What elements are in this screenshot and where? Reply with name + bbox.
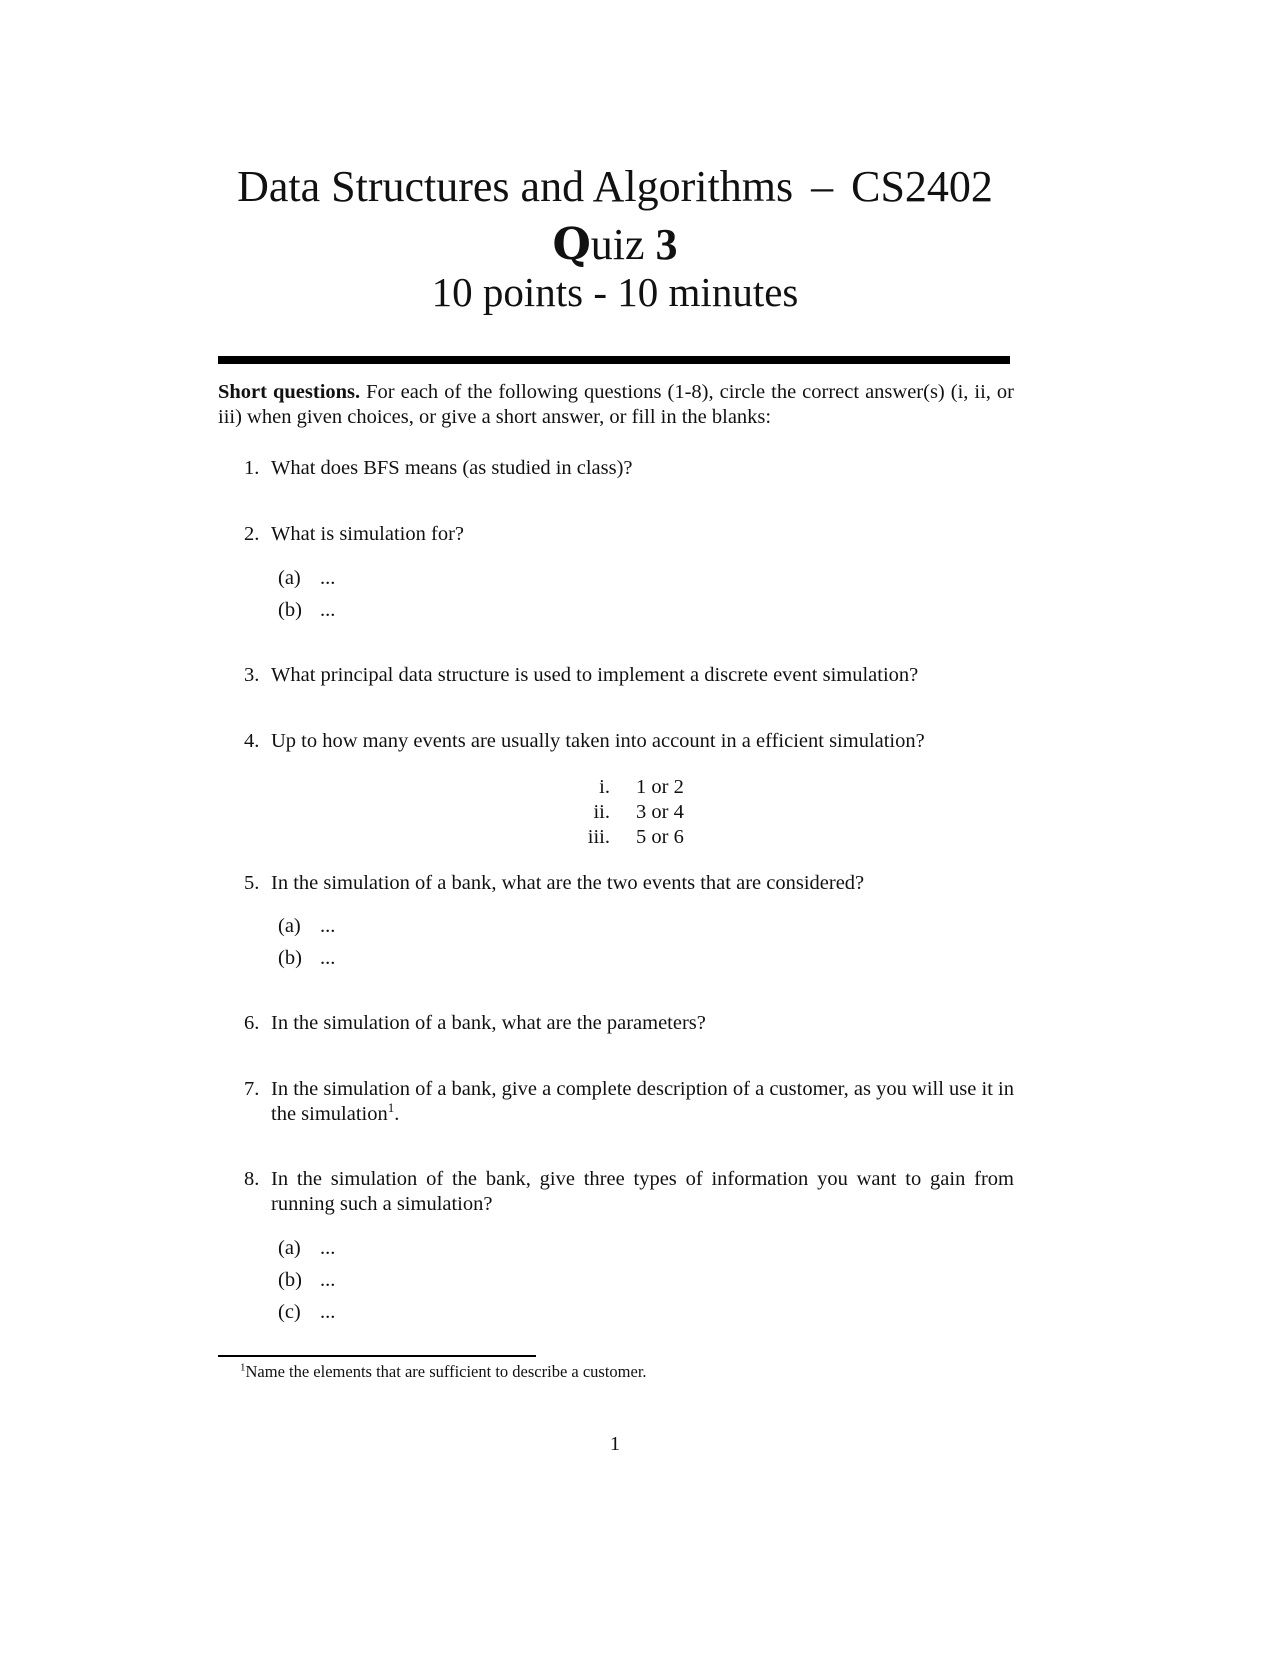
course-code: CS2402 [851,162,993,211]
question-6 [244,1011,1014,1036]
question-text-body: In the simulation of a bank, give a complete description of a customer, as you will use it in the simulation [271,1078,1014,1125]
question-text: In the simulation of the bank, give three types of information you want to gain from running such a simulation? [271,1168,1014,1215]
instructions-text: For each of the following questions (1-8), circle the correct answer(s) (i, ii, or iii) when given choices, or give a short answer, or fill in the blanks: [218,381,1015,428]
quiz-initial-letter: Q [552,219,591,270]
question-text: In the simulation of a bank, what are the parameters? [271,1012,706,1034]
sub-fill: ... [320,567,336,589]
sub-fill: ... [320,1301,336,1323]
sub-label: (c) [278,1301,301,1323]
footnote-text: Name the elements that are sufficient to describe a customer. [245,1362,647,1381]
question-text: Up to how many events are usually taken into account in a efficient simulation? [271,730,925,752]
sub-fill: ... [320,1237,336,1259]
sub-answer-line [278,1236,335,1261]
sub-fill: ... [320,915,336,937]
instructions [218,380,1014,430]
footnote-rule [218,1355,536,1357]
choice-text: 5 or 6 [636,826,684,848]
question-number: 5. [244,872,260,894]
sub-answer-line [278,946,335,971]
footnote [240,1362,647,1382]
question-text: What does BFS means (as studied in class)? [271,457,633,479]
title-dash: – [811,162,834,211]
question-5 [244,871,1014,896]
question-text: In the simulation of a bank, what are the two events that are considered? [271,872,865,894]
course-title [0,160,1230,214]
question-1 [244,456,1014,481]
sub-fill: ... [320,947,336,969]
heading-rule [218,356,1010,364]
question-text: What principal data structure is used to implement a discrete event simulation? [271,664,919,686]
sub-label: (b) [278,599,302,621]
footnote-mark: 1 [240,1361,246,1374]
quiz-number: 3 [655,220,678,269]
question-text-tail: . [394,1103,400,1125]
question-7 [244,1077,1014,1127]
choice-option [0,825,1280,850]
choice-option [0,800,1280,825]
sub-label: (a) [278,567,301,589]
question-number: 7. [244,1078,260,1100]
sub-answer-line [278,914,335,939]
question-number: 8. [244,1168,260,1190]
question-3 [244,663,1014,688]
question-number: 4. [244,730,260,752]
page-number: 1 [609,1433,621,1455]
sub-label: (b) [278,947,302,969]
sub-answer-line [278,1268,335,1293]
sub-answer-line [278,566,335,591]
points-line: 10 points - 10 minutes [431,269,799,315]
choice-text: 3 or 4 [636,801,684,823]
sub-answer-line [278,598,335,623]
quiz-word-rest: uiz [590,220,645,269]
question-2 [244,522,1014,547]
quiz-heading [0,218,1230,272]
sub-label: (a) [278,915,301,937]
choice-option [0,775,1280,800]
sub-label: (a) [278,1237,301,1259]
sub-answer-line [278,1300,335,1325]
choice-numeral: iii. [587,826,610,848]
choice-text: 1 or 2 [636,776,684,798]
sub-fill: ... [320,599,336,621]
sub-fill: ... [320,1269,336,1291]
question-text [271,1077,1014,1127]
question-number: 3. [244,664,260,686]
choice-numeral: ii. [593,801,610,823]
question-number: 1. [244,457,260,479]
instructions-bold: Short questions. [218,381,361,403]
question-number: 2. [244,523,260,545]
course-name: Data Structures and Algorithms [237,162,794,211]
sub-label: (b) [278,1269,302,1291]
question-8 [244,1167,1014,1217]
question-4 [244,729,1014,754]
question-number: 6. [244,1012,260,1034]
question-text: What is simulation for? [271,523,464,545]
choice-numeral: i. [599,776,610,798]
footnote-marker: 1 [387,1100,395,1116]
